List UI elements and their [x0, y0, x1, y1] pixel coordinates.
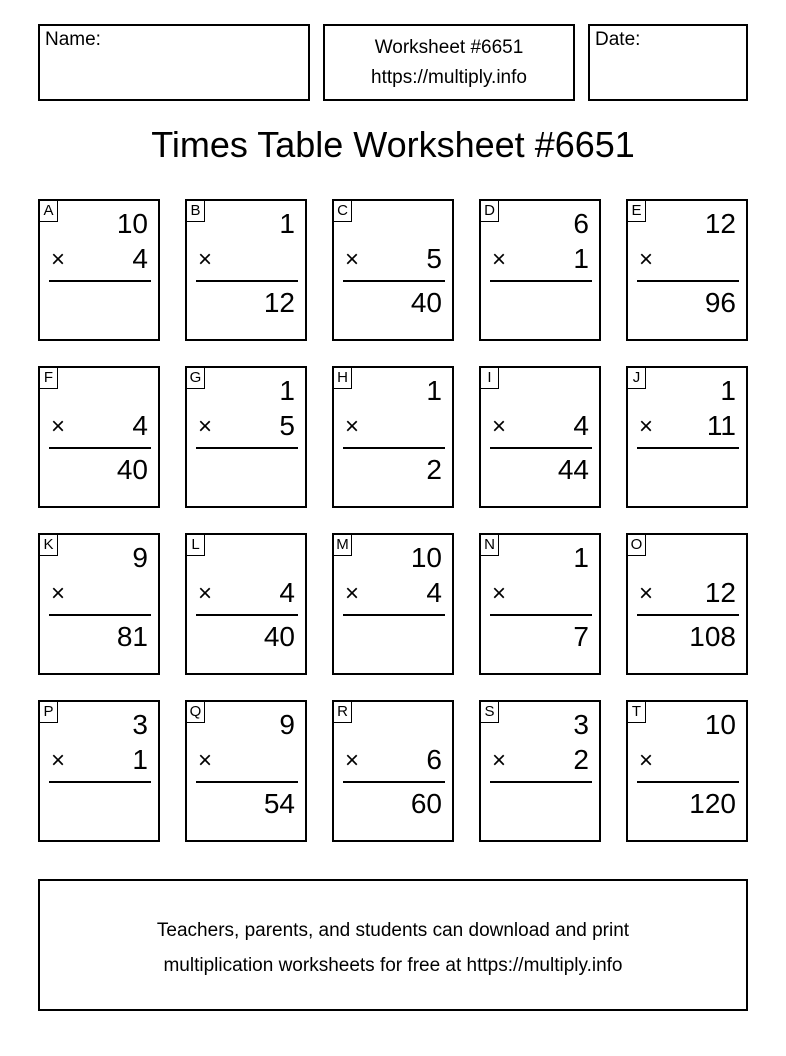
name-field-box	[38, 24, 310, 101]
date-label: Date:	[595, 29, 641, 50]
times-sign: ×	[492, 413, 507, 440]
answer-line	[490, 447, 592, 449]
answer-line	[490, 280, 592, 282]
answer-line	[637, 447, 739, 449]
answer-line	[343, 614, 445, 616]
times-sign: ×	[345, 246, 360, 273]
multiplier: 4	[426, 577, 442, 608]
worksheet-id: Worksheet #6651	[374, 37, 524, 58]
problem-letter: J	[628, 368, 646, 389]
problem-card	[626, 533, 748, 675]
problem-card	[38, 366, 160, 508]
problem-card	[332, 533, 454, 675]
times-sign: ×	[639, 413, 654, 440]
product: 12	[263, 287, 295, 318]
multiplicand: 6	[573, 208, 589, 239]
times-sign: ×	[639, 246, 654, 273]
problem-card	[332, 199, 454, 341]
multiplier: 4	[132, 410, 148, 441]
problem-letter: H	[334, 368, 352, 389]
multiplicand: 1	[279, 375, 295, 406]
name-label: Name:	[45, 29, 101, 50]
times-sign: ×	[345, 580, 360, 607]
product: 40	[410, 287, 442, 318]
multiplicand: 12	[704, 208, 736, 239]
product: 40	[263, 621, 295, 652]
answer-line	[196, 781, 298, 783]
multiplicand: 1	[573, 542, 589, 573]
problem-card	[332, 700, 454, 842]
problem-letter: I	[481, 368, 499, 389]
product: 7	[573, 621, 589, 652]
problem-card	[332, 366, 454, 508]
multiplicand: 10	[410, 542, 442, 573]
product: 54	[263, 788, 295, 819]
times-sign: ×	[51, 747, 66, 774]
times-sign: ×	[51, 580, 66, 607]
answer-line	[196, 614, 298, 616]
multiplicand: 1	[279, 208, 295, 239]
problem-letter: F	[40, 368, 58, 389]
problem-letter: M	[334, 535, 352, 556]
multiplicand: 10	[704, 709, 736, 740]
answer-line	[49, 447, 151, 449]
multiplier: 12	[704, 577, 736, 608]
multiplier: 1	[132, 744, 148, 775]
problem-letter: R	[334, 702, 352, 723]
multiplier: 5	[426, 243, 442, 274]
problem-letter: A	[40, 201, 58, 222]
answer-line	[637, 781, 739, 783]
times-sign: ×	[492, 246, 507, 273]
product: 60	[410, 788, 442, 819]
answer-line	[637, 280, 739, 282]
footer-line-1: Teachers, parents, and students can download and print	[156, 920, 630, 941]
problem-letter: O	[628, 535, 646, 556]
problem-letter: N	[481, 535, 499, 556]
multiplicand: 9	[132, 542, 148, 573]
product: 120	[689, 788, 736, 819]
answer-line	[637, 614, 739, 616]
answer-line	[196, 447, 298, 449]
product: 40	[116, 454, 148, 485]
answer-line	[49, 280, 151, 282]
footer-box	[38, 879, 748, 1011]
multiplier: 2	[573, 744, 589, 775]
problem-card	[626, 199, 748, 341]
problem-letter: T	[628, 702, 646, 723]
times-sign: ×	[198, 246, 213, 273]
product: 2	[426, 454, 442, 485]
answer-line	[343, 781, 445, 783]
problem-letter: D	[481, 201, 499, 222]
answer-line	[196, 280, 298, 282]
problem-letter: Q	[187, 702, 205, 723]
product: 81	[116, 621, 148, 652]
problem-card	[479, 366, 601, 508]
answer-line	[490, 781, 592, 783]
multiplicand: 1	[426, 375, 442, 406]
problem-card	[38, 199, 160, 341]
footer-line-2: multiplication worksheets for free at https://multiply.info	[163, 955, 623, 976]
product: 96	[704, 287, 736, 318]
problem-card	[38, 700, 160, 842]
date-field-box	[588, 24, 748, 101]
multiplier: 1	[573, 243, 589, 274]
times-sign: ×	[345, 747, 360, 774]
product: 108	[689, 621, 736, 652]
problem-letter: K	[40, 535, 58, 556]
problem-letter: B	[187, 201, 205, 222]
multiplier: 6	[426, 744, 442, 775]
times-sign: ×	[639, 580, 654, 607]
problem-card	[626, 366, 748, 508]
times-sign: ×	[492, 747, 507, 774]
multiplier: 5	[279, 410, 295, 441]
product: 44	[557, 454, 589, 485]
answer-line	[49, 614, 151, 616]
problem-letter: G	[187, 368, 205, 389]
answer-line	[49, 781, 151, 783]
times-sign: ×	[51, 246, 66, 273]
times-sign: ×	[492, 580, 507, 607]
answer-line	[490, 614, 592, 616]
problem-card	[185, 700, 307, 842]
multiplicand: 3	[132, 709, 148, 740]
times-sign: ×	[51, 413, 66, 440]
problem-card	[185, 533, 307, 675]
problem-card	[479, 533, 601, 675]
answer-line	[343, 447, 445, 449]
problem-card	[185, 199, 307, 341]
multiplier: 11	[706, 410, 736, 441]
multiplier: 4	[132, 243, 148, 274]
times-sign: ×	[198, 580, 213, 607]
problem-letter: E	[628, 201, 646, 222]
multiplicand: 9	[279, 709, 295, 740]
multiplier: 4	[279, 577, 295, 608]
times-sign: ×	[198, 747, 213, 774]
problem-letter: L	[187, 535, 205, 556]
problem-letter: P	[40, 702, 58, 723]
problem-letter: S	[481, 702, 499, 723]
page-title: Times Table Worksheet #6651	[151, 124, 635, 165]
multiplicand: 10	[116, 208, 148, 239]
times-sign: ×	[345, 413, 360, 440]
worksheet-id-box	[323, 24, 575, 101]
times-sign: ×	[639, 747, 654, 774]
problem-card	[479, 199, 601, 341]
multiplicand: 1	[720, 375, 736, 406]
problem-card	[185, 366, 307, 508]
times-sign: ×	[198, 413, 213, 440]
worksheet-url: https://multiply.info	[371, 67, 527, 88]
problem-card	[38, 533, 160, 675]
multiplier: 4	[573, 410, 589, 441]
problem-letter: C	[334, 201, 352, 222]
multiplicand: 3	[573, 709, 589, 740]
problem-card	[626, 700, 748, 842]
answer-line	[343, 280, 445, 282]
problem-card	[479, 700, 601, 842]
